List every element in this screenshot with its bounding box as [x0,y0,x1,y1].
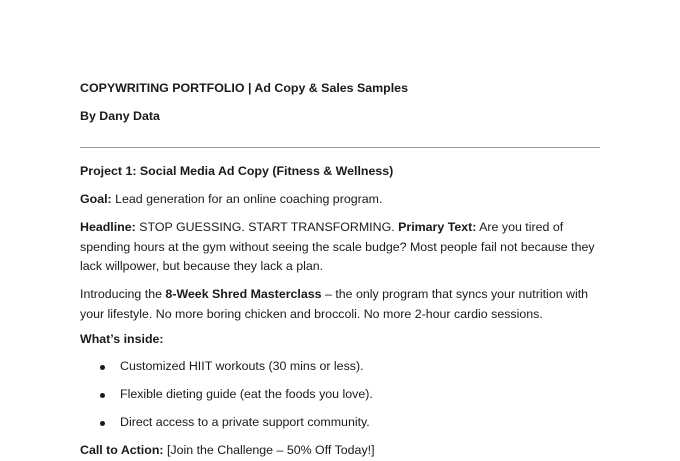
program-name: 8-Week Shred Masterclass [165,287,322,301]
bullet-icon [100,393,105,398]
goal-label: Goal: [80,192,112,206]
list-item [80,357,600,385]
whats-inside-heading: What’s inside: [80,332,164,346]
list-item [80,385,600,413]
goal-paragraph [80,190,600,210]
project-heading: Project 1: Social Media Ad Copy (Fitness & Wellness) [80,164,394,178]
intro-text-after: – the only program that syncs your nutrition with your lifestyle. No more boring chicken and broccoli. No more 2-hour cardio sessions. [80,287,589,321]
intro-paragraph [80,285,600,324]
primary-text-label: Primary Text: [398,220,477,234]
document-byline: By Dany Data [80,109,160,123]
list-item-text: Direct access to a private support community. [120,415,370,429]
primary-text: Are you tired of spending hours at the gym without seeing the scale budge? Most people fail not because they lack willpower, but because they lack a plan. [80,220,595,273]
list-item-text: Customized HIIT workouts (30 mins or less). [120,359,364,373]
goal-text: Lead generation for an online coaching program. [111,192,383,206]
list-item-text: Flexible dieting guide (eat the foods you love). [120,387,373,401]
call-to-action-paragraph [80,441,600,461]
headline-paragraph [80,218,600,277]
bullet-icon [100,365,105,370]
intro-text-before: Introducing the [80,287,166,301]
headline-text: STOP GUESSING. START TRANSFORMING. [135,220,399,234]
feature-list [80,357,600,441]
list-item [80,413,600,441]
cta-text: [Join the Challenge – 50% Off Today!] [163,443,375,457]
horizontal-divider [80,147,600,148]
bullet-icon [100,421,105,426]
cta-label: Call to Action: [80,443,164,457]
document-title: COPYWRITING PORTFOLIO | Ad Copy & Sales Samples [80,81,408,95]
headline-label: Headline: [80,220,136,234]
